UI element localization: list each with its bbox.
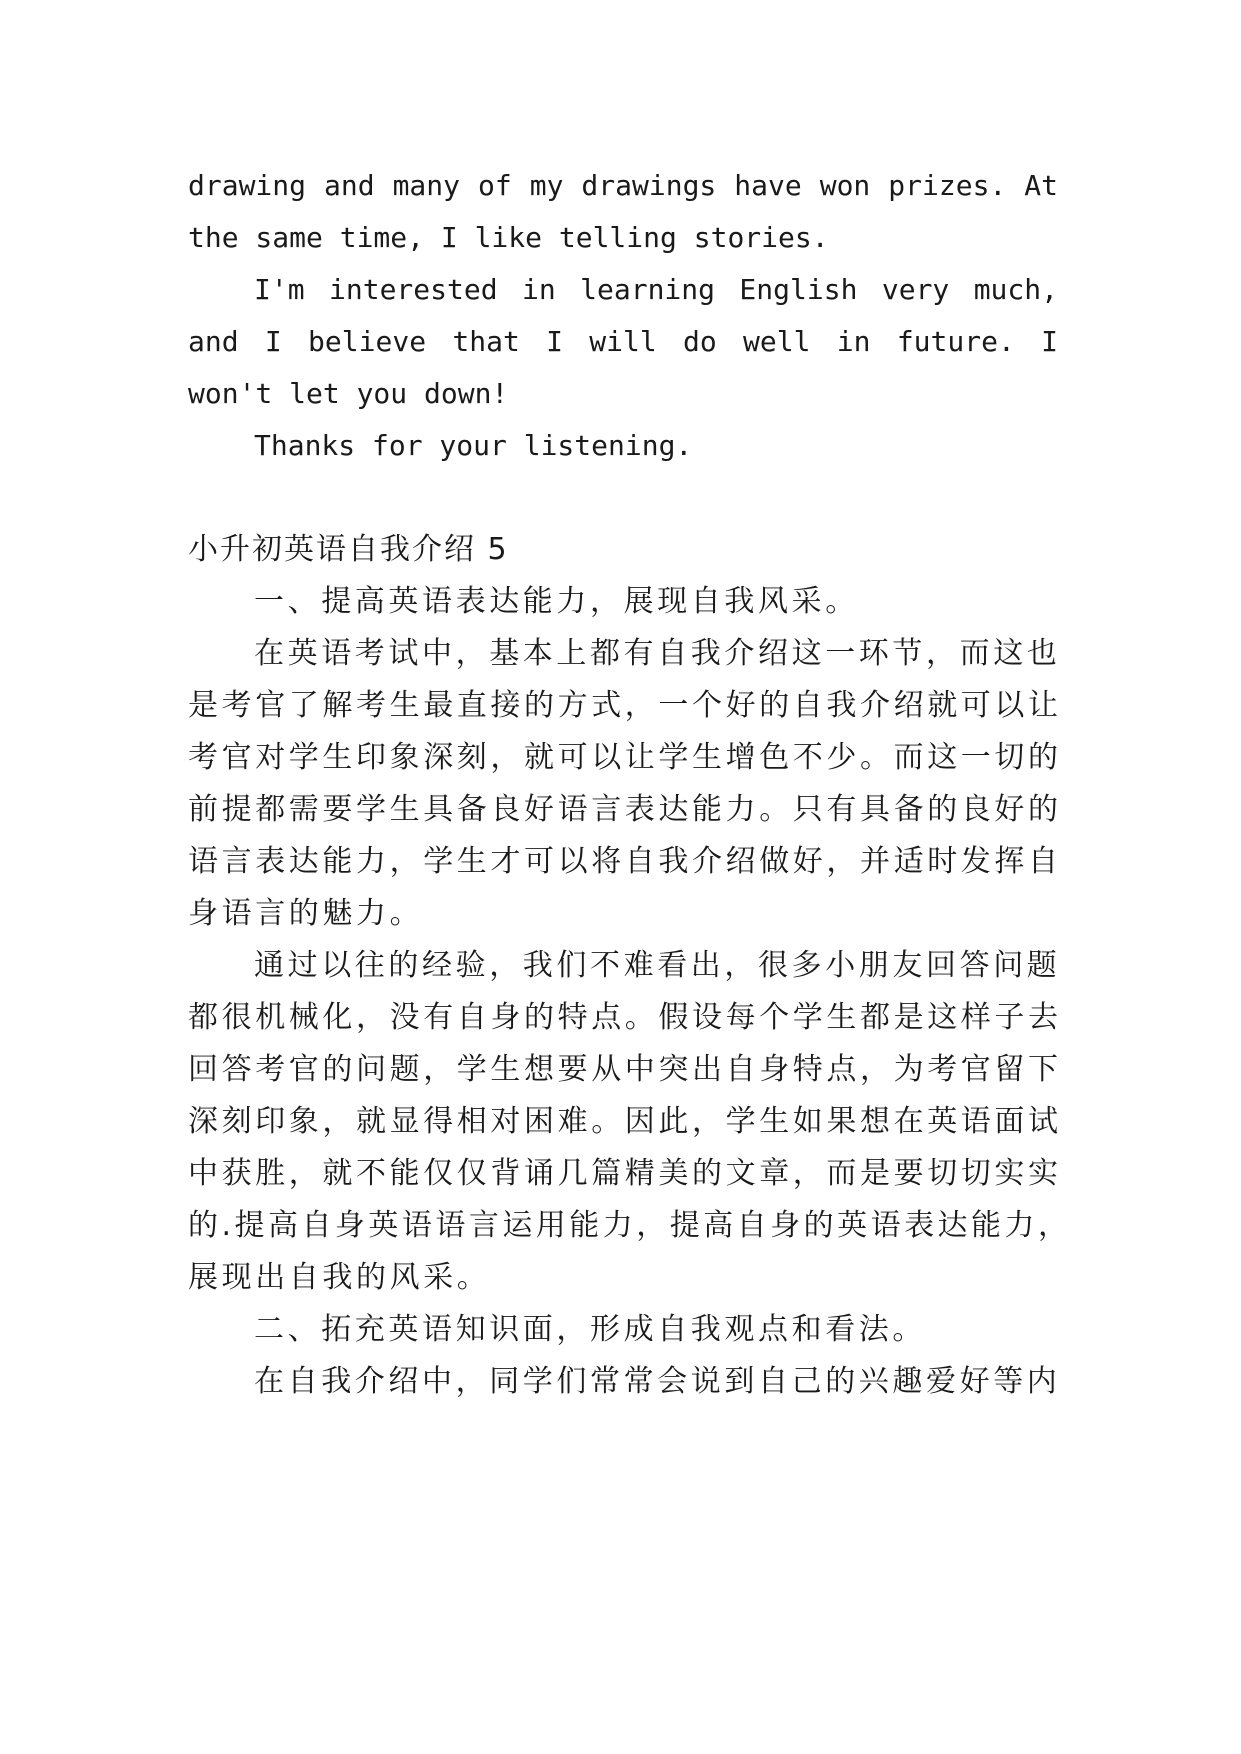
paragraph-1-line-2: 是考官了解考生最直接的方式，一个好的自我介绍就可以让 — [188, 688, 1062, 723]
english-closing-line: Thanks for your listening. — [254, 429, 693, 462]
english-line-1: drawing and many of my drawings have won prizes. At — [188, 169, 1058, 202]
paragraph-1-line-3: 考官对学生印象深刻，就可以让学生增色不少。而这一切的 — [188, 740, 1062, 775]
paragraph-2-line-6: 的.提高自身英语语言运用能力，提高自身的英语表达能力， — [188, 1208, 1070, 1243]
paragraph-3-line-1: 在自我介绍中，同学们常常会说到自己的兴趣爱好等内 — [254, 1364, 1061, 1399]
paragraph-2-line-5: 中获胜，就不能仅仅背诵几篇精美的文章，而是要切切实实 — [188, 1156, 1062, 1191]
english-line-4: and I believe that I will do well in future. I — [188, 325, 1058, 358]
paragraph-2-line-7: 展现出自我的风采。 — [188, 1260, 491, 1295]
paragraph-1-line-5: 语言表达能力，学生才可以将自我介绍做好，并适时发挥自 — [188, 844, 1062, 879]
english-line-3: I'm interested in learning English very much, — [254, 273, 1058, 306]
paragraph-2-line-4: 深刻印象，就显得相对困难。因此，学生如果想在英语面试 — [188, 1104, 1062, 1139]
paragraph-1-line-6: 身语言的魅力。 — [188, 896, 424, 931]
heading-two: 二、拓充英语知识面，形成自我观点和看法。 — [254, 1312, 926, 1347]
paragraph-1-line-4: 前提都需要学生具备良好语言表达能力。只有具备的良好的 — [188, 792, 1062, 827]
paragraph-2-line-2: 都很机械化，没有自身的特点。假设每个学生都是这样子去 — [188, 1000, 1062, 1035]
paragraph-2-line-3: 回答考官的问题，学生想要从中突出自身特点，为考官留下 — [188, 1052, 1062, 1087]
english-line-2: the same time, I like telling stories. — [188, 221, 829, 254]
section-title: 小升初英语自我介绍 5 — [188, 532, 509, 567]
heading-one: 一、提高英语表达能力，展现自我风采。 — [254, 584, 859, 619]
paragraph-2-line-1: 通过以往的经验，我们不难看出，很多小朋友回答问题 — [254, 948, 1061, 983]
english-line-5: won't let you down! — [188, 377, 509, 410]
paragraph-1-line-1: 在英语考试中，基本上都有自我介绍这一环节，而这也 — [254, 636, 1061, 671]
